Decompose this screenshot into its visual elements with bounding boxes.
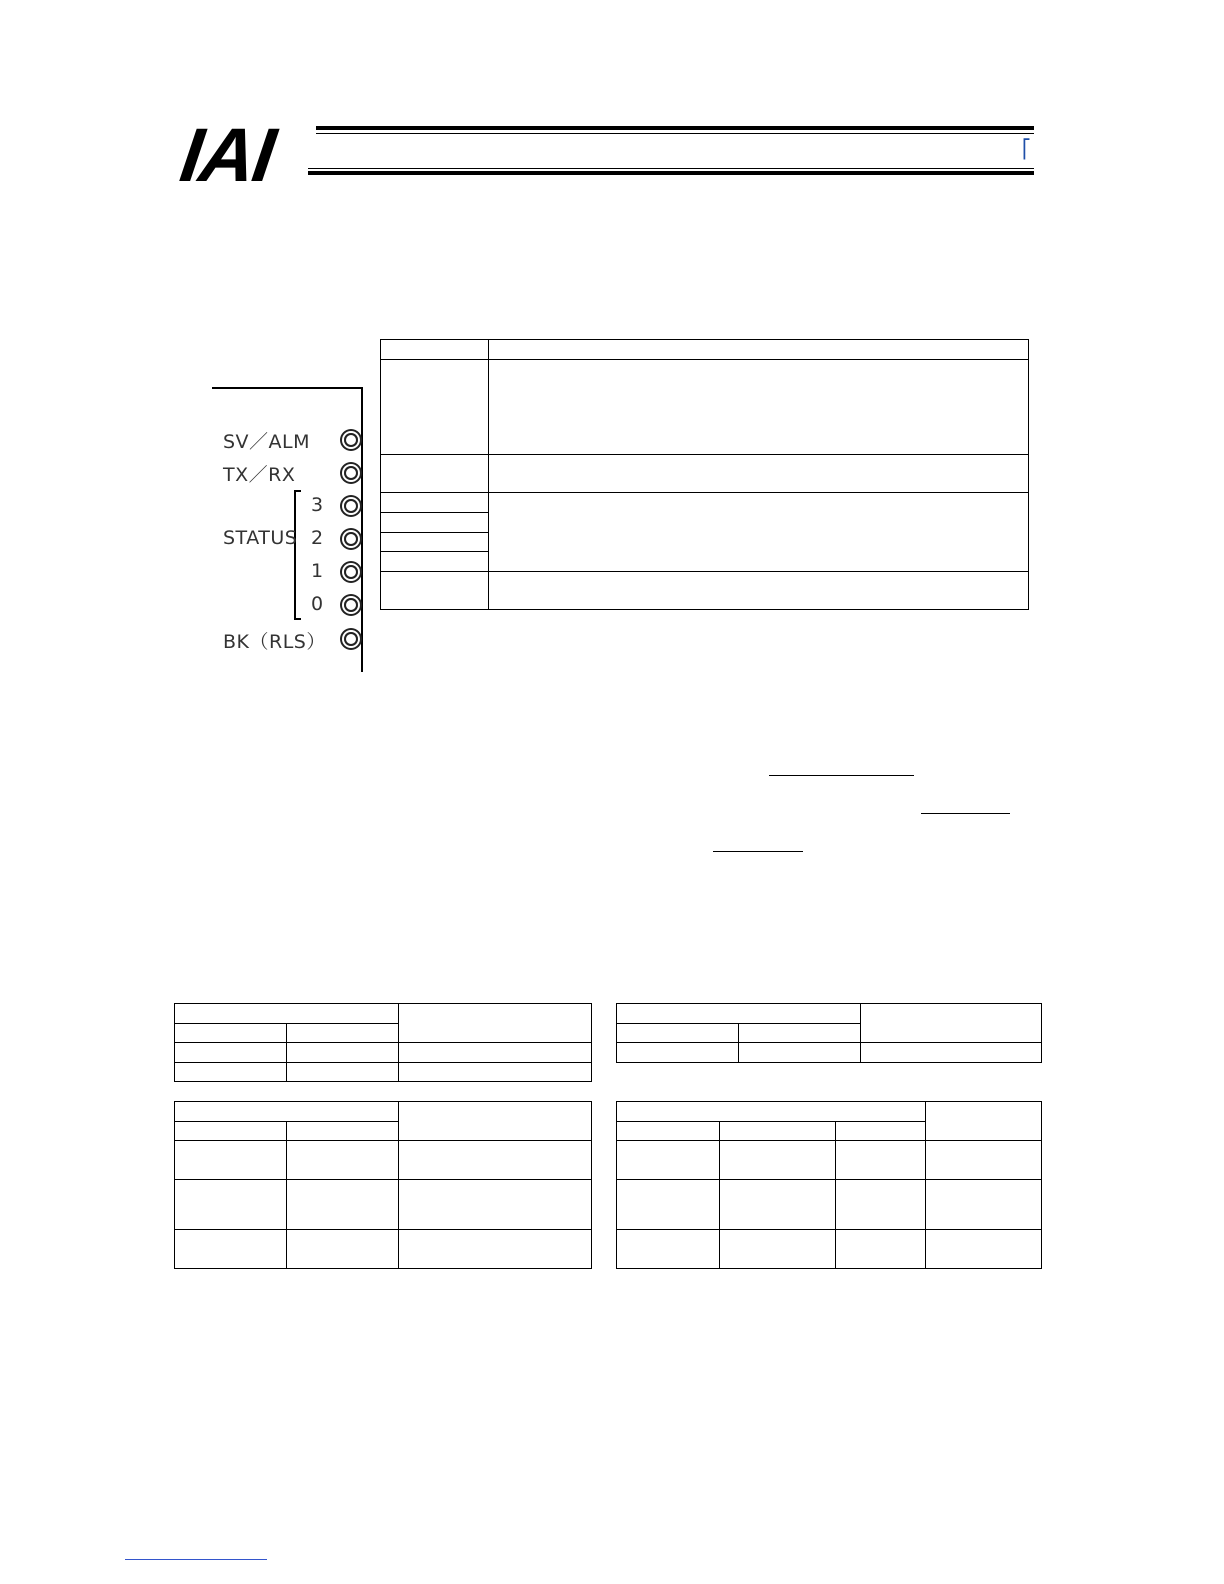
table-row	[381, 493, 1029, 513]
table-row	[175, 1102, 592, 1122]
panel-top-edge	[212, 387, 363, 389]
status-bracket-vertical	[294, 490, 296, 620]
led-tx-rx-indicator	[344, 466, 358, 480]
signal-table-bottom-left	[174, 1101, 592, 1269]
led-status-1-indicator	[344, 565, 358, 579]
table-row	[617, 1043, 1042, 1063]
text-underline-1	[769, 775, 914, 776]
header-rule-top-thin	[316, 133, 1034, 134]
header-bracket-mark: ⎡	[1022, 139, 1031, 159]
status-bracket-bottom	[294, 618, 301, 620]
table-row	[381, 455, 1029, 493]
led-description-table	[380, 339, 1029, 610]
led-label-status: STATUS	[223, 527, 298, 549]
table-row	[175, 1043, 592, 1063]
status-number-0: 0	[311, 593, 324, 615]
header-rule-bottom-thin	[308, 168, 1034, 169]
text-underline-3	[713, 851, 803, 852]
led-label-sv-alm: SV／ALM	[223, 431, 311, 453]
footer-link-underline[interactable]	[125, 1559, 267, 1560]
table-row	[175, 1141, 592, 1180]
header-rule-bottom-thick	[308, 171, 1034, 175]
table-row	[617, 1004, 1042, 1024]
table-row	[175, 1180, 592, 1230]
status-number-2: 2	[311, 527, 324, 549]
led-bk-rls-indicator	[344, 632, 358, 646]
table-row	[617, 1230, 1042, 1269]
signal-table-top-left	[174, 1003, 592, 1082]
table-row	[175, 1230, 592, 1269]
status-bracket-top	[294, 490, 301, 492]
panel-right-edge	[361, 387, 363, 672]
text-underline-2	[921, 813, 1010, 814]
status-number-3: 3	[311, 494, 324, 516]
header-rule-top-thick	[316, 126, 1034, 130]
status-number-1: 1	[311, 560, 324, 582]
iai-logo: IAI	[175, 113, 279, 198]
table-row	[381, 572, 1029, 610]
led-status-3-indicator	[344, 499, 358, 513]
led-label-bk-rls: BK（RLS）	[223, 631, 326, 653]
signal-table-top-right	[616, 1003, 1042, 1063]
signal-table-bottom-right	[616, 1101, 1042, 1269]
table-row	[617, 1141, 1042, 1180]
table-row	[175, 1063, 592, 1082]
table-row	[617, 1180, 1042, 1230]
table-row	[617, 1102, 1042, 1122]
led-status-0-indicator	[344, 598, 358, 612]
table-row	[175, 1004, 592, 1024]
led-label-tx-rx: TX／RX	[223, 464, 296, 486]
table-row	[381, 340, 1029, 360]
led-status-2-indicator	[344, 532, 358, 546]
table-row	[381, 360, 1029, 455]
led-sv-alm-indicator	[344, 433, 358, 447]
